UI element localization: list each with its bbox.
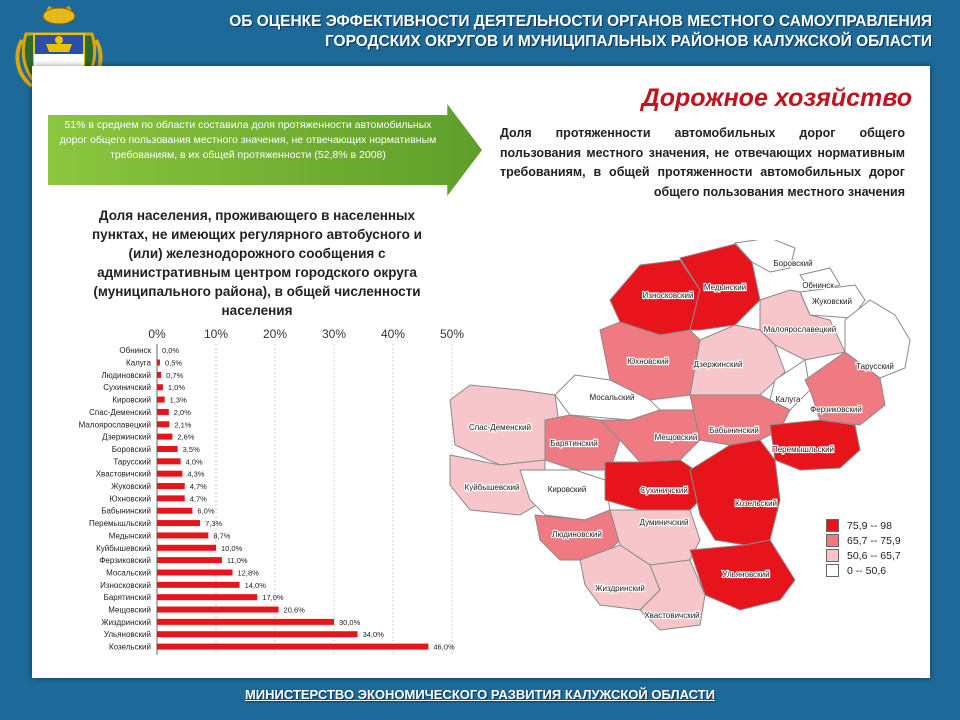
bar bbox=[157, 360, 160, 366]
bar-value-label: 2,1% bbox=[174, 420, 192, 430]
map-region bbox=[520, 470, 610, 520]
chart-title: Доля населения, проживающего в населенных пунктах, не имеющих регулярного автобусного и (или) железнодорожного сообщения с административным центром городского округа (муниципального района), в общей численности населения bbox=[92, 208, 422, 318]
legend-label: 75,9 -- 98 bbox=[847, 519, 892, 532]
map-region-label: Думиничский bbox=[639, 518, 689, 527]
category-label: Калуга bbox=[126, 358, 151, 368]
bar-value-label: 2,0% bbox=[173, 407, 191, 417]
legend-item bbox=[826, 563, 901, 578]
map-region-label: Сухиничский bbox=[640, 486, 688, 495]
bar bbox=[157, 458, 181, 464]
bar bbox=[157, 384, 163, 390]
bar-value-label: 10,0% bbox=[221, 543, 243, 553]
legend-label: 65,7 -- 75,9 bbox=[847, 534, 901, 547]
x-tick-label: 10% bbox=[203, 327, 229, 341]
bar-value-label: 14,0% bbox=[244, 580, 266, 590]
map-region bbox=[690, 440, 780, 545]
map-region-label: Перемышльский bbox=[771, 445, 835, 454]
legend-swatch bbox=[826, 564, 839, 577]
bar bbox=[157, 631, 358, 637]
category-label: Сухиничский bbox=[103, 383, 151, 393]
map-region-label: Боровский bbox=[773, 259, 813, 268]
x-tick-label: 30% bbox=[321, 327, 347, 341]
map-region-label: Козельский bbox=[734, 499, 778, 508]
map-region-label: Жиздринский bbox=[595, 584, 645, 593]
bar-value-label: 12,8% bbox=[237, 568, 259, 578]
category-label: Медынский bbox=[108, 531, 151, 541]
bar-value-label: 1,0% bbox=[167, 383, 186, 393]
category-label: Людиновский bbox=[101, 370, 151, 380]
map-region-label: Людиновский bbox=[552, 530, 602, 539]
bar-value-label: 0,5% bbox=[164, 358, 183, 368]
x-tick-label: 40% bbox=[380, 327, 406, 341]
legend-item bbox=[826, 548, 901, 563]
bar bbox=[157, 446, 178, 452]
legend-label: 0 -- 50,6 bbox=[847, 564, 887, 577]
bar bbox=[157, 545, 216, 551]
bar-value-label: 6,0% bbox=[197, 506, 215, 516]
map-region bbox=[605, 460, 700, 510]
map-region-label: Ферзиковский bbox=[810, 405, 862, 414]
bar-value-label: 46,0% bbox=[433, 642, 455, 652]
bar-value-label: 34,0% bbox=[362, 630, 384, 640]
x-tick-label: 50% bbox=[439, 327, 465, 341]
bar bbox=[157, 607, 279, 613]
header-title-line2: ГОРОДСКИХ ОКРУГОВ И МУНИЦИПАЛЬНЫХ РАЙОНОВ КАЛУЖСКОЙ ОБЛАСТИ bbox=[324, 33, 932, 50]
category-label: Спас-Деменский bbox=[89, 407, 151, 417]
map-region-label: Обнинск bbox=[802, 281, 834, 290]
bar-value-label: 11,0% bbox=[226, 556, 248, 566]
note-arrow-text: 51% в среднем по области составила доля протяженности автомобильных дорог общего пользования местного значения, не отвечающих нормативным требованиям, в их общей протяженности (52,8% в 2008) bbox=[59, 119, 437, 161]
bar bbox=[157, 619, 334, 625]
map-region-label: Кировский bbox=[547, 485, 587, 494]
map-region-label: Куйбышевский bbox=[464, 483, 520, 492]
category-label: Износковский bbox=[100, 580, 151, 590]
map-region-label: Тарусский bbox=[856, 362, 894, 371]
map-region-label: Калуга bbox=[775, 395, 801, 404]
category-label: Мосальский bbox=[106, 568, 151, 578]
map-region-label: Износковский bbox=[642, 291, 694, 300]
category-label: Дзержинский bbox=[102, 432, 151, 442]
map-description: Доля протяженности автомобильных дорог общего пользования местного значения, не отвечающих нормативным требованиям, в общей протяженности автомобильных дорог общего пользования местного значения bbox=[500, 126, 905, 199]
bar bbox=[157, 582, 240, 588]
map-region-label: Хвастовичский bbox=[644, 611, 700, 620]
category-label: Козельский bbox=[108, 642, 151, 652]
category-label: Боровский bbox=[111, 444, 151, 454]
legend-swatch bbox=[826, 534, 839, 547]
category-label: Обнинск bbox=[119, 346, 151, 356]
category-label: Барятинский bbox=[103, 593, 151, 603]
bar bbox=[157, 532, 208, 538]
map-region-label: Жуковский bbox=[812, 297, 852, 306]
map-legend bbox=[826, 518, 901, 578]
category-label: Кировский bbox=[112, 395, 151, 405]
bar bbox=[157, 569, 233, 575]
bar-value-label: 20,6% bbox=[283, 605, 305, 615]
category-label: Куйбышевский bbox=[96, 543, 151, 553]
bar-value-label: 0,7% bbox=[166, 370, 184, 380]
bar-value-label: 30,0% bbox=[339, 617, 361, 627]
bar-value-label: 2,6% bbox=[177, 432, 195, 442]
bar bbox=[157, 421, 169, 427]
bar bbox=[157, 644, 428, 650]
map-region-label: Медынский bbox=[703, 283, 747, 292]
bar-value-label: 3,5% bbox=[182, 444, 200, 454]
map-region-label: Ульяновский bbox=[722, 570, 770, 579]
bar bbox=[157, 508, 192, 514]
bar-value-label: 4,0% bbox=[185, 457, 203, 467]
category-label: Ферзиковский bbox=[99, 556, 151, 566]
x-tick-label: 20% bbox=[262, 327, 288, 341]
section-title: Дорожное хозяйство bbox=[641, 84, 912, 112]
x-tick-label: 0% bbox=[148, 327, 166, 341]
region-map bbox=[440, 240, 920, 650]
bar bbox=[157, 483, 185, 489]
bar-value-label: 1,3% bbox=[169, 395, 187, 405]
bar-value-label: 7,3% bbox=[205, 519, 223, 529]
bar bbox=[157, 594, 257, 600]
legend-item bbox=[826, 533, 901, 548]
category-label: Жуковский bbox=[111, 482, 151, 492]
category-label: Хвастовичский bbox=[95, 469, 151, 479]
header-title bbox=[172, 12, 932, 52]
category-label: Жиздринский bbox=[101, 617, 151, 627]
map-region-label: Юхновский bbox=[627, 357, 669, 366]
bar bbox=[157, 471, 182, 477]
footer-text: МИНИСТЕРСТВО ЭКОНОМИЧЕСКОГО РАЗВИТИЯ КАЛУЖСКОЙ ОБЛАСТИ bbox=[244, 687, 716, 702]
map-region-label: Бабынинский bbox=[709, 426, 759, 435]
bar bbox=[157, 434, 172, 440]
bar bbox=[157, 409, 169, 415]
map-region-label: Барятинский bbox=[550, 439, 598, 448]
bar bbox=[157, 372, 161, 378]
category-label: Перемышльский bbox=[88, 519, 151, 529]
map-region-label: Дзержинский bbox=[693, 360, 743, 369]
category-label: Юхновский bbox=[109, 494, 151, 504]
category-label: Малоярославецкий bbox=[78, 420, 151, 430]
category-label: Тарусский bbox=[113, 457, 151, 467]
legend-swatch bbox=[826, 519, 839, 532]
legend-swatch bbox=[826, 549, 839, 562]
bar-chart bbox=[40, 322, 480, 667]
bar-value-label: 4,7% bbox=[189, 482, 207, 492]
legend-item bbox=[826, 518, 901, 533]
category-label: Бабынинский bbox=[101, 506, 151, 516]
bar-value-label: 0,0% bbox=[162, 346, 180, 356]
bar-value-label: 4,3% bbox=[187, 469, 205, 479]
bar bbox=[157, 397, 165, 403]
header-title-line1: ОБ ОЦЕНКЕ ЭФФЕКТИВНОСТИ ДЕЯТЕЛЬНОСТИ ОРГАНОВ МЕСТНОГО САМОУПРАВЛЕНИЯ bbox=[229, 13, 932, 30]
map-region-label: Спас-Деменский bbox=[469, 423, 531, 432]
bar bbox=[157, 557, 222, 563]
map-region-label: Мещовский bbox=[654, 433, 698, 442]
legend-label: 50,6 -- 65,7 bbox=[847, 549, 901, 562]
bar-value-label: 8,7% bbox=[213, 531, 231, 541]
bar-value-label: 17,0% bbox=[262, 593, 284, 603]
category-label: Мещовский bbox=[108, 605, 151, 615]
bar-value-label: 4,7% bbox=[189, 494, 207, 504]
bar bbox=[157, 495, 185, 501]
map-region-label: Малоярославецкий bbox=[763, 325, 837, 334]
map-region-label: Мосальский bbox=[589, 393, 635, 402]
bar bbox=[157, 520, 200, 526]
category-label: Ульяновский bbox=[103, 630, 151, 640]
